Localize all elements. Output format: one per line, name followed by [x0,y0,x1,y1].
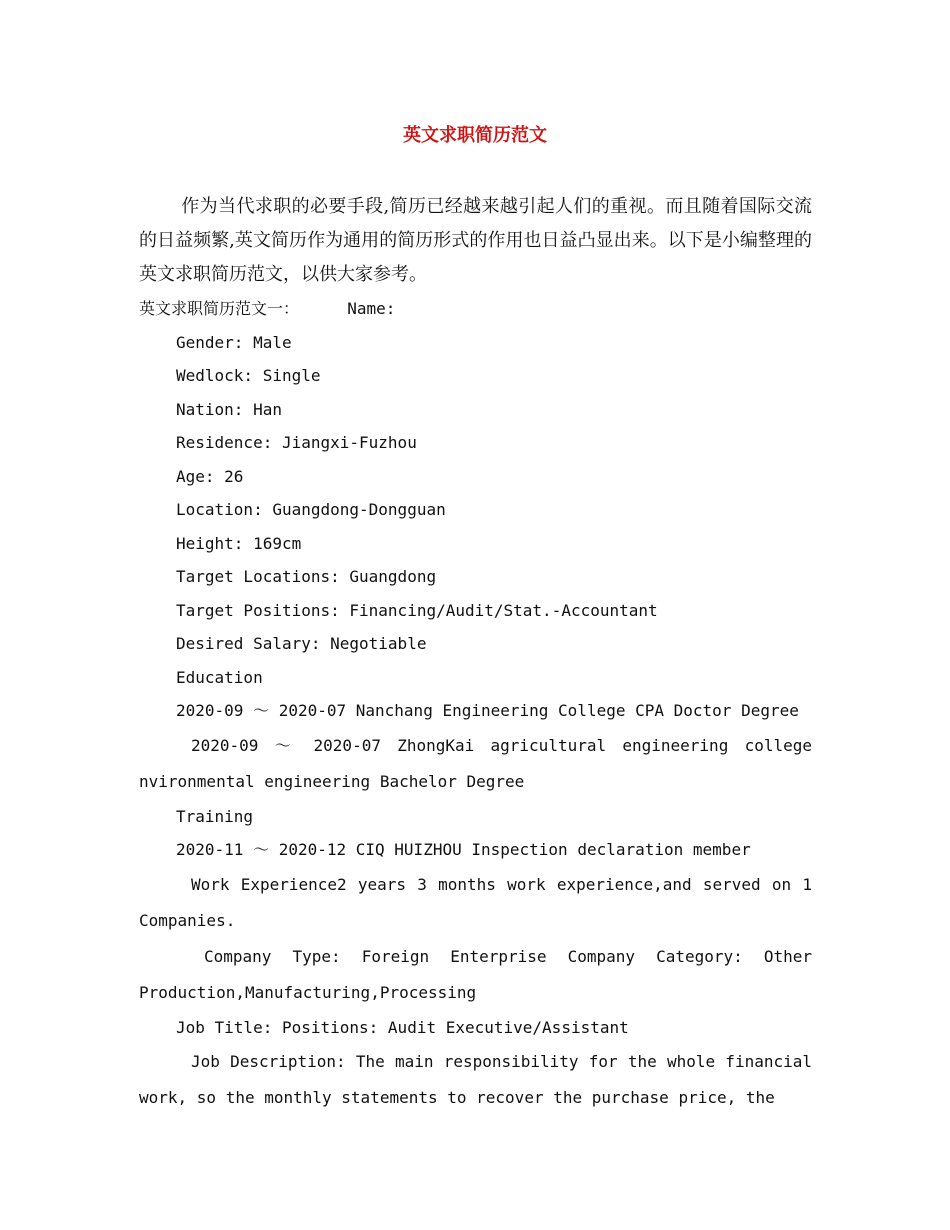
training-heading: Training [176,806,254,826]
education-entry: 2020-09 ～ 2020-07 Nanchang Engineering College CPA Doctor Degree [176,701,799,720]
field-height: Height: 169cm [176,533,302,553]
field-desired-salary: Desired Salary: Negotiable [176,634,427,653]
job-title: Job Title: Positions: Audit Executive/Assistant [176,1017,629,1037]
name-label: Name: [347,299,396,318]
training-entry: 2020-11 ～ 2020-12 CIQ HUIZHOU Inspection declaration member [176,840,751,859]
field-gender: Gender: Male [176,332,292,352]
field-age: Age: 26 [176,466,244,486]
field-wedlock: Wedlock: Single [176,366,321,385]
resume-heading-line [139,292,812,326]
intro-paragraph: 作为当代求职的必要手段,简历已经越来越引起人们的重视。而且随着国际交流的日益频繁,英文简历作为通用的简历形式的作用也日益凸显出来。以下是小编整理的英文求职简历范文，以供大家参考。 [139,196,812,285]
section-heading: 英文求职简历范文一： [139,299,300,318]
field-target-positions: Target Positions: Financing/Audit/Stat.-Accountant [176,600,658,620]
field-residence: Residence: Jiangxi-Fuzhou [176,433,417,452]
document-title: 英文求职简历范文 [403,125,547,146]
education-entry: 2020-09 ～ 2020-07 ZhongKai agricultural engineering college nvironmental engineering Bachelor Degree [139,735,812,791]
work-experience: Work Experience2 years 3 months work experience,and served on 1 Companies. [139,874,812,930]
field-target-locations: Target Locations: Guangdong [176,567,437,586]
document-body [139,190,812,1116]
field-nation: Nation: Han [176,399,282,419]
education-heading: Education [176,667,263,687]
company-type: Company Type: Foreign Enterprise Company Category: Other Production,Manufacturing,Processing [139,946,812,1002]
field-location: Location: Guangdong-Dongguan [176,500,446,519]
job-description: Job Description: The main responsibility for the whole financial work, so the monthly statements to recover the purchase price, the [139,1052,812,1107]
